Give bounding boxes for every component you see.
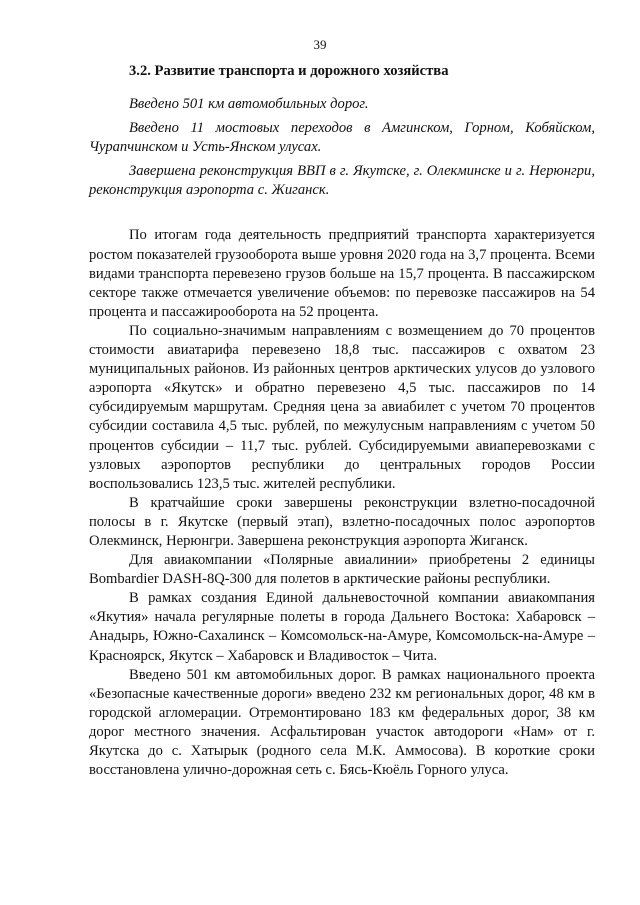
highlight-item: Завершена реконструкция ВВП в г. Якутске, г. Олекминске и г. Нерюнгри, реконструкция аэропорта с. Жиганск. bbox=[89, 163, 595, 199]
section-title: 3.2. Развитие транспорта и дорожного хозяйства bbox=[129, 63, 449, 79]
highlight-item: Введено 501 км автомобильных дорог. bbox=[129, 96, 369, 112]
paragraph: В кратчайшие сроки завершены реконструкции взлетно-посадочной полосы в г. Якутске (первый этап), взлетно-посадочных полос аэропортов Олекминск, Нерюнгри. Завершена реконструкция аэропорта Жиганск. bbox=[89, 494, 595, 549]
highlights-block bbox=[89, 95, 595, 200]
highlight-item: Введено 11 мостовых переходов в Амгинском, Горном, Кобяйском, Чурапчинском и Усть-Янском улусах. bbox=[89, 120, 595, 156]
paragraph: Введено 501 км автомобильных дорог. В рамках национального проекта «Безопасные качественные дороги» введено 232 км региональных дорог, 48 км в городской агломерации. Отремонтировано 183 км федеральных дорог, 38 км дорог местного значения. Асфальтирован участок автодороги «Нам» от г. Якутска до с. Хатырык (родного села М.К. Аммосова). В короткие сроки восстановлена улично-дорожная сеть с. Бясь-Кюёль Горного улуса. bbox=[89, 666, 595, 779]
body-text bbox=[89, 226, 595, 780]
paragraph: Для авиакомпании «Полярные авиалинии» приобретены 2 единицы Bombardier DASH-8Q-300 для полетов в арктические районы республики. bbox=[89, 552, 595, 588]
paragraph: По итогам года деятельность предприятий транспорта характеризуется ростом показателей грузооборота выше уровня 2020 года на 3,7 процента. Всеми видами транспорта перевезено грузов больше на 15,7 процента. В пассажирском секторе также отмечается увеличение объемов: по перевозке пассажиров на 54 процента и пассажирооборота на 52 процента. bbox=[89, 227, 595, 320]
paragraph: По социально-значимым направлениям с возмещением до 70 процентов стоимости авиатарифа перевезено 18,8 тыс. пассажиров с охватом 23 муниципальных районов. Из районных центров арктических улусов до узлового аэропорта «Якутск» и обратно перевезено 4,5 тыс. пассажиров по 14 субсидируемым маршрутам. Средняя цена за авиабилет с учетом 70 процентов субсидии составила 4,5 тыс. рублей, по межулусным направлениям с учетом 50 процентов субсидии – 11,7 тыс. рублей. Субсидируемыми авиаперевозками с узловых аэропортов республики до центральных городов России воспользовались 123,5 тыс. жителей республики. bbox=[89, 322, 595, 492]
page-number: 39 bbox=[313, 37, 327, 52]
paragraph: В рамках создания Единой дальневосточной компании авиакомпания «Якутия» начала регулярные полеты в города Дальнего Востока: Хабаровск – Анадырь, Южно-Сахалинск – Комсомольск-на-Амуре, Комсомольск-на-Амуре – Красноярск, Якутск – Хабаровск и Владивосток – Чита. bbox=[89, 590, 595, 664]
page-content bbox=[89, 62, 595, 780]
